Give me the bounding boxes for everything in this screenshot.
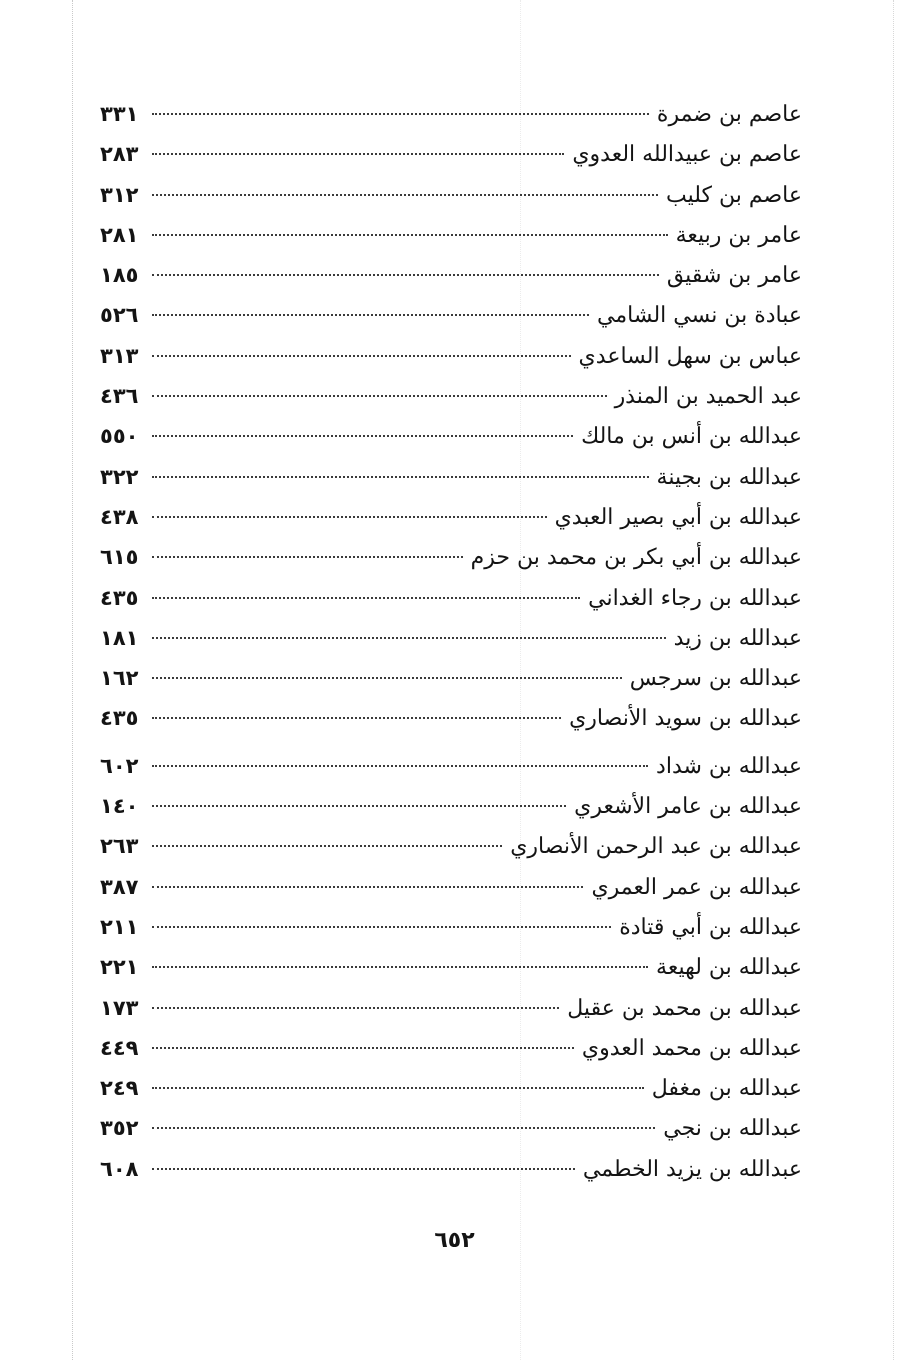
entry-page-number: ١٨١: [100, 625, 139, 650]
entry-name: عامر بن شقيق: [666, 263, 802, 289]
entry-page-number: ٤٣٨: [100, 504, 139, 529]
dot-leader: [152, 314, 589, 316]
dot-leader: [152, 556, 463, 558]
entry-name: عبدالله بن زيد: [673, 625, 802, 651]
index-entry: [100, 586, 802, 626]
entry-page-number: ٤٤٩: [100, 1035, 139, 1060]
index-entry: [100, 1157, 802, 1197]
entry-page-number: ٢٨١: [100, 222, 139, 247]
entry-name: عبدالله بن محمد العدوي: [581, 1035, 802, 1061]
dot-leader: [152, 435, 573, 437]
index-entry: [100, 834, 802, 874]
entry-page-number: ٤٣٥: [100, 585, 139, 610]
name-index-list: [100, 102, 802, 1197]
entry-page-number: ٢٤٩: [100, 1076, 139, 1101]
index-entry: [100, 996, 802, 1036]
dot-leader: [152, 805, 566, 807]
entry-page-number: ٣٣١: [100, 102, 139, 126]
entry-name: عبدالله بن سويد الأنصاري: [569, 706, 802, 732]
scan-artifact-line: [72, 0, 73, 1360]
dot-leader: [152, 113, 649, 115]
entry-name: عامر بن ربيعة: [675, 222, 802, 248]
entry-page-number: ٦٠٢: [100, 753, 139, 778]
dot-leader: [152, 153, 564, 155]
entry-name: عبدالله بن نجي: [663, 1116, 802, 1142]
entry-page-number: ١٧٣: [100, 995, 139, 1020]
dot-leader: [152, 1168, 575, 1170]
dot-leader: [152, 476, 649, 478]
entry-name: عبدالله بن رجاء الغداني: [588, 585, 802, 611]
entry-name: عبدالله بن أبي قتادة: [619, 914, 802, 940]
entry-page-number: ١٦٢: [100, 666, 139, 691]
dot-leader: [152, 516, 547, 518]
index-entry: [100, 1076, 802, 1116]
entry-page-number: ٥٥٠: [100, 424, 139, 449]
dot-leader: [152, 717, 561, 719]
entry-page-number: ٢٢١: [100, 955, 139, 980]
entry-name: عبدالله بن سرجس: [629, 666, 802, 692]
index-entry: [100, 1036, 802, 1076]
entry-name: عبدالله بن لهيعة: [656, 955, 802, 981]
entry-page-number: ١٨٥: [100, 263, 139, 288]
dot-leader: [152, 1047, 574, 1049]
dot-leader: [152, 1127, 655, 1129]
entry-page-number: ٥٢٦: [100, 303, 139, 328]
entry-page-number: ٣١٢: [100, 182, 139, 207]
entry-name: عبدالله بن أبي بصير العبدي: [554, 504, 802, 530]
entry-name: عبد الحميد بن المنذر: [614, 384, 802, 410]
index-entry: [100, 545, 802, 585]
entry-page-number: ٦١٥: [100, 545, 139, 570]
scan-artifact-line: [893, 0, 894, 1360]
dot-leader: [152, 886, 583, 888]
page-number: ٦٥٢: [434, 1228, 475, 1253]
dot-leader: [152, 765, 648, 767]
index-entry: [100, 183, 802, 223]
index-entry: [100, 955, 802, 995]
index-entry: [100, 754, 802, 794]
entry-name: عاصم بن ضمرة: [656, 102, 802, 127]
entry-name: عبدالله بن أبي بكر بن محمد بن حزم: [470, 545, 802, 571]
entry-name: عبدالله بن بجينة: [656, 464, 802, 490]
entry-page-number: ١٤٠: [100, 794, 139, 819]
entry-name: عبدالله بن عامر الأشعري: [574, 794, 802, 820]
index-entry: [100, 102, 802, 142]
entry-name: عاصم بن كليب: [665, 182, 802, 208]
entry-page-number: ٣١٣: [100, 343, 139, 368]
index-entry: [100, 875, 802, 915]
index-entry: [100, 505, 802, 545]
entry-page-number: ٣٥٢: [100, 1116, 139, 1141]
dot-leader: [152, 1007, 559, 1009]
dot-leader: [152, 1087, 644, 1089]
index-entry: [100, 303, 802, 343]
entry-name: عبدالله بن عمر العمري: [591, 874, 802, 900]
entry-name: عبدالله بن أنس بن مالك: [581, 424, 802, 450]
dot-leader: [152, 677, 622, 679]
dot-leader: [152, 355, 571, 357]
entry-page-number: ٢١١: [100, 914, 139, 939]
dot-leader: [152, 926, 611, 928]
entry-page-number: ٣٨٧: [100, 874, 139, 899]
index-entry: [100, 626, 802, 666]
entry-name: عبدالله بن يزيد الخطمي: [582, 1156, 802, 1182]
dot-leader: [152, 274, 659, 276]
index-entry: [100, 384, 802, 424]
dot-leader: [152, 194, 658, 196]
entry-page-number: ٣٢٢: [100, 464, 139, 489]
entry-page-number: ٦٠٨: [100, 1156, 139, 1181]
index-entry: [100, 794, 802, 834]
dot-leader: [152, 637, 666, 639]
entry-page-number: ٢٦٣: [100, 834, 139, 859]
entry-name: عبدالله بن عبد الرحمن الأنصاري: [510, 834, 802, 860]
index-entry: [100, 344, 802, 384]
entry-page-number: ٤٣٥: [100, 706, 139, 731]
entry-name: عبدالله بن محمد بن عقيل: [567, 995, 802, 1021]
entry-page-number: ٢٨٣: [100, 142, 139, 167]
index-entry: [100, 1116, 802, 1156]
dot-leader: [152, 395, 607, 397]
dot-leader: [152, 234, 668, 236]
dot-leader: [152, 597, 580, 599]
index-entry: [100, 142, 802, 182]
dot-leader: [152, 845, 502, 847]
entry-name: عبدالله بن مغفل: [651, 1076, 802, 1102]
index-entry: [100, 263, 802, 303]
dot-leader: [152, 966, 648, 968]
index-entry: [100, 706, 802, 746]
entry-name: عبادة بن نسي الشامي: [597, 303, 802, 329]
index-entry: [100, 915, 802, 955]
entry-page-number: ٤٣٦: [100, 384, 139, 409]
entry-name: عاصم بن عبيدالله العدوي: [572, 142, 802, 168]
index-entry: [100, 223, 802, 263]
entry-name: عبدالله بن شداد: [656, 753, 802, 779]
index-entry: [100, 424, 802, 464]
index-entry: [100, 666, 802, 706]
entry-name: عباس بن سهل الساعدي: [578, 343, 802, 369]
index-entry: [100, 465, 802, 505]
